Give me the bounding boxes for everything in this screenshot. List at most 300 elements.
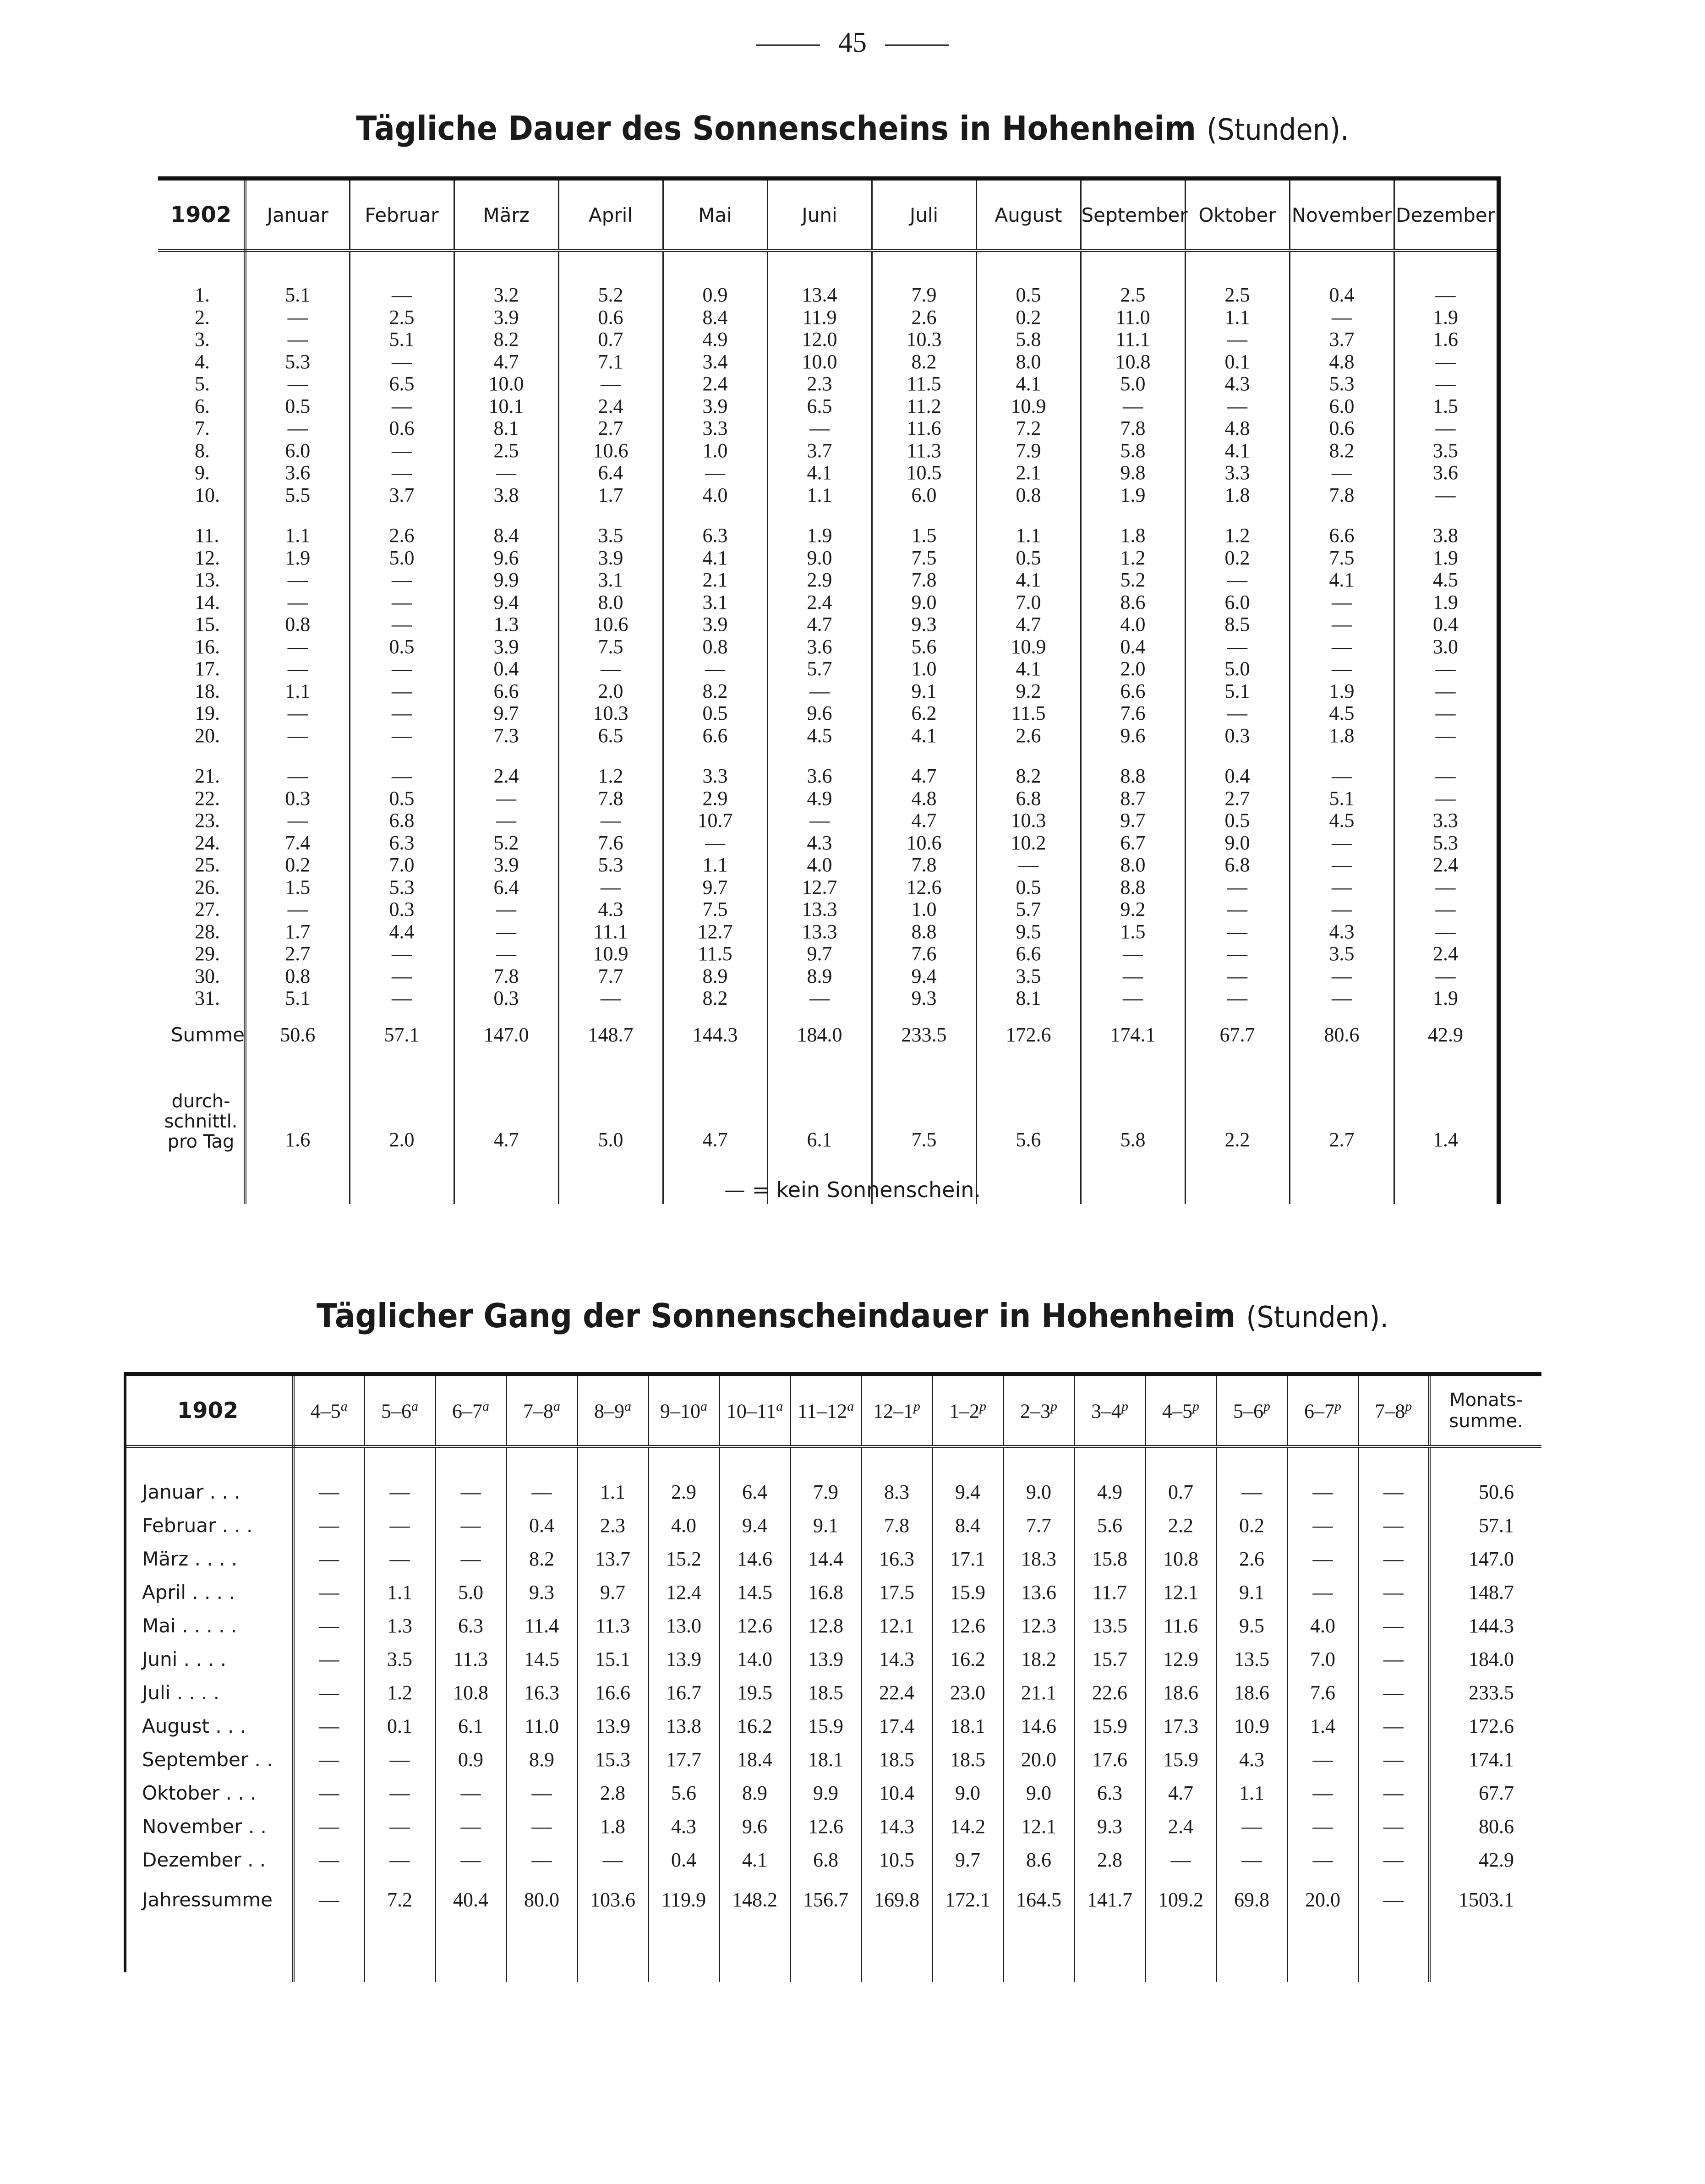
hour-cell: — xyxy=(1358,1542,1429,1576)
sunshine-cell: 12.0 xyxy=(767,328,872,351)
spacer-cell xyxy=(932,1446,1003,1475)
hour-cell: — xyxy=(1358,1709,1429,1743)
sunshine-cell: 4.1 xyxy=(976,373,1081,395)
sunshine-cell: 3.3 xyxy=(663,765,767,788)
hour-range: 11–12 xyxy=(797,1400,847,1423)
sunshine-cell: 3.7 xyxy=(1290,328,1394,351)
year-sum-cell: 40.4 xyxy=(435,1877,506,1922)
spacer-cell xyxy=(663,251,767,284)
hour-cell: — xyxy=(364,1843,435,1877)
sunshine-cell: 9.0 xyxy=(767,547,872,569)
day-row xyxy=(158,788,1498,810)
hour-cell: 2.8 xyxy=(577,1776,648,1810)
spacer-cell xyxy=(861,1922,932,1982)
day-label: 21. xyxy=(158,765,245,788)
hour-cell: 18.2 xyxy=(1003,1642,1074,1676)
sunshine-cell: 8.4 xyxy=(454,525,558,547)
sunshine-cell: 10.1 xyxy=(454,395,558,418)
sunshine-cell: 5.0 xyxy=(1081,373,1185,395)
sunshine-cell: 4.0 xyxy=(767,854,872,876)
hour-cell: 15.9 xyxy=(1074,1709,1145,1743)
spacer-row xyxy=(158,506,1498,525)
hour-cell: 1.1 xyxy=(577,1475,648,1509)
sunshine-cell: 10.0 xyxy=(767,351,872,373)
hour-suffix: a xyxy=(482,1398,489,1414)
sunshine-cell: 10.9 xyxy=(558,943,663,965)
hour-cell: 13.9 xyxy=(648,1642,719,1676)
sunshine-cell: 9.9 xyxy=(454,569,558,591)
hour-cell: — xyxy=(435,1776,506,1810)
sunshine-cell: — xyxy=(1185,965,1290,988)
year-sum-cell: 20.0 xyxy=(1287,1877,1358,1922)
sunshine-cell: 9.7 xyxy=(663,876,767,899)
sunshine-cell: — xyxy=(1290,987,1394,1010)
hour-cell: — xyxy=(364,1810,435,1843)
sum-cell: 148.7 xyxy=(558,1010,663,1060)
sunshine-cell: 6.7 xyxy=(1081,832,1185,854)
hour-cell: 15.2 xyxy=(648,1542,719,1576)
sunshine-cell: 1.8 xyxy=(1081,525,1185,547)
hour-cell: — xyxy=(1358,1576,1429,1609)
day-row xyxy=(158,373,1498,395)
sunshine-cell: 3.9 xyxy=(663,613,767,636)
sunshine-cell: 1.8 xyxy=(1290,725,1394,747)
spacer-cell xyxy=(1074,1446,1145,1475)
sunshine-cell: 10.6 xyxy=(872,832,976,854)
spacer-cell xyxy=(1185,747,1290,765)
hour-cell: 13.8 xyxy=(648,1709,719,1743)
sunshine-cell: 2.4 xyxy=(454,765,558,788)
sunshine-cell: — xyxy=(1185,876,1290,899)
sunshine-cell: — xyxy=(558,810,663,832)
sunshine-cell: 3.5 xyxy=(1290,943,1394,965)
monthly-total-cell: 144.3 xyxy=(1429,1609,1541,1642)
sunshine-cell: 3.9 xyxy=(558,547,663,569)
sunshine-cell: — xyxy=(350,351,454,373)
sunshine-cell: 4.1 xyxy=(1185,440,1290,462)
sunshine-cell: — xyxy=(350,725,454,747)
day-label: 23. xyxy=(158,810,245,832)
sunshine-cell: 4.7 xyxy=(454,351,558,373)
sunshine-cell: 11.5 xyxy=(663,943,767,965)
hour-cell: 20.0 xyxy=(1003,1743,1074,1776)
sunshine-cell: 1.1 xyxy=(245,525,350,547)
year-sum-cell: 148.2 xyxy=(719,1877,790,1922)
sunshine-cell: 3.7 xyxy=(350,484,454,507)
sunshine-cell: 9.6 xyxy=(1081,725,1185,747)
sunshine-cell: 6.3 xyxy=(663,525,767,547)
sunshine-cell: 11.9 xyxy=(767,307,872,329)
hour-cell: — xyxy=(506,1810,577,1843)
hour-cell: 3.5 xyxy=(364,1642,435,1676)
day-row xyxy=(158,307,1498,329)
year-sum-cell: — xyxy=(293,1877,364,1922)
sunshine-cell: 4.5 xyxy=(1394,569,1498,591)
spacer-cell xyxy=(454,506,558,525)
spacer-cell xyxy=(1081,747,1185,765)
sunshine-cell: — xyxy=(1394,658,1498,680)
spacer-cell xyxy=(790,1922,861,1982)
sunshine-cell: 4.7 xyxy=(872,810,976,832)
month-label: Dezember . . xyxy=(124,1843,293,1877)
sunshine-cell: — xyxy=(1290,898,1394,921)
spacer-cell xyxy=(1394,251,1498,284)
day-row xyxy=(158,965,1498,988)
sunshine-cell: — xyxy=(1394,702,1498,725)
hour-cell: 4.0 xyxy=(648,1509,719,1542)
day-row xyxy=(158,284,1498,307)
sunshine-cell: — xyxy=(1081,395,1185,418)
hour-cell: — xyxy=(293,1776,364,1810)
hour-cell: 18.5 xyxy=(932,1743,1003,1776)
sunshine-cell: 4.7 xyxy=(976,613,1081,636)
hour-range: 2–3 xyxy=(1020,1400,1050,1423)
hour-cell: 17.5 xyxy=(861,1576,932,1609)
sunshine-cell: 7.8 xyxy=(1290,484,1394,507)
sunshine-cell: — xyxy=(245,898,350,921)
hour-cell: 2.4 xyxy=(1145,1810,1216,1843)
hour-cell: 1.2 xyxy=(364,1676,435,1709)
spacer-cell xyxy=(558,747,663,765)
average-cell: 1.4 xyxy=(1394,1060,1498,1163)
hour-cell: 7.7 xyxy=(1003,1509,1074,1542)
hour-cell: 2.2 xyxy=(1145,1509,1216,1542)
hour-cell: 0.2 xyxy=(1216,1509,1287,1542)
hour-cell: 14.2 xyxy=(932,1810,1003,1843)
hour-cell: 2.9 xyxy=(648,1475,719,1509)
month-header: Februar xyxy=(350,179,454,251)
average-label-line: schnittl. xyxy=(164,1111,238,1132)
sunshine-cell: 2.0 xyxy=(558,680,663,703)
sunshine-cell: 10.9 xyxy=(976,636,1081,658)
hour-cell: 4.9 xyxy=(1074,1475,1145,1509)
day-label: 16. xyxy=(158,636,245,658)
sunshine-cell: 7.5 xyxy=(1290,547,1394,569)
day-label: 8. xyxy=(158,440,245,462)
sunshine-cell: 10.6 xyxy=(558,613,663,636)
sunshine-cell: — xyxy=(350,591,454,614)
sunshine-cell: — xyxy=(1394,484,1498,507)
hour-cell: 18.5 xyxy=(790,1676,861,1709)
sunshine-cell: 8.6 xyxy=(1081,591,1185,614)
year-sum-cell: 80.0 xyxy=(506,1877,577,1922)
hour-cell: 12.6 xyxy=(790,1810,861,1843)
sunshine-cell: — xyxy=(245,636,350,658)
sunshine-cell: 4.5 xyxy=(767,725,872,747)
sunshine-cell: — xyxy=(454,921,558,943)
monthly-total-cell: 50.6 xyxy=(1429,1475,1541,1509)
hour-header xyxy=(1287,1374,1358,1447)
spacer-cell xyxy=(861,1446,932,1475)
hour-cell: — xyxy=(293,1542,364,1576)
spacer-cell xyxy=(435,1922,506,1982)
hour-cell: — xyxy=(1358,1475,1429,1509)
sunshine-cell: 8.2 xyxy=(663,680,767,703)
day-label: 6. xyxy=(158,395,245,418)
hour-cell: 17.3 xyxy=(1145,1709,1216,1743)
monthly-total-cell: 148.7 xyxy=(1429,1576,1541,1609)
month-row xyxy=(124,1475,1541,1509)
sunshine-cell: 0.4 xyxy=(1185,765,1290,788)
sunshine-cell: 8.4 xyxy=(663,307,767,329)
day-row xyxy=(158,702,1498,725)
hour-header xyxy=(1074,1374,1145,1447)
hour-range: 12–1 xyxy=(873,1400,913,1423)
spacer-cell xyxy=(767,747,872,765)
hour-cell: 1.8 xyxy=(577,1810,648,1843)
sunshine-cell: — xyxy=(976,854,1081,876)
sunshine-cell: 7.8 xyxy=(872,854,976,876)
table2-body xyxy=(124,1446,1541,1982)
sunshine-cell: 5.7 xyxy=(976,898,1081,921)
sunshine-cell: — xyxy=(663,658,767,680)
sunshine-cell: — xyxy=(1290,307,1394,329)
sunshine-cell: 10.3 xyxy=(872,328,976,351)
hour-cell: 12.1 xyxy=(1145,1576,1216,1609)
hour-header xyxy=(506,1374,577,1447)
year-sum-cell: 119.9 xyxy=(648,1877,719,1922)
spacer-cell xyxy=(293,1446,364,1475)
sunshine-cell: 1.1 xyxy=(663,854,767,876)
sunshine-cell: 0.5 xyxy=(1185,810,1290,832)
hour-suffix: a xyxy=(553,1398,560,1414)
hour-cell: 14.5 xyxy=(719,1576,790,1609)
sunshine-cell: — xyxy=(1290,636,1394,658)
month-label: Mai . . . . . xyxy=(124,1609,293,1642)
day-row xyxy=(158,351,1498,373)
hour-cell: 15.3 xyxy=(577,1743,648,1776)
spacer-cell xyxy=(350,506,454,525)
spacer-cell xyxy=(1358,1922,1429,1982)
hour-cell: — xyxy=(506,1843,577,1877)
day-row xyxy=(158,591,1498,614)
monthly-total-cell: 172.6 xyxy=(1429,1709,1541,1743)
sunshine-cell: 5.2 xyxy=(1081,569,1185,591)
sunshine-cell: 4.5 xyxy=(1290,702,1394,725)
sunshine-cell: 7.6 xyxy=(872,943,976,965)
sunshine-cell: 1.9 xyxy=(1394,307,1498,329)
hour-cell: 15.9 xyxy=(1145,1743,1216,1776)
sunshine-cell: 4.1 xyxy=(663,547,767,569)
day-row xyxy=(158,765,1498,788)
sunshine-cell: 1.2 xyxy=(1081,547,1185,569)
spacer-cell xyxy=(293,1922,364,1982)
spacer-cell xyxy=(124,1446,293,1475)
hour-cell: 4.0 xyxy=(1287,1609,1358,1642)
average-label-line: pro Tag xyxy=(167,1131,235,1152)
sunshine-cell: 3.3 xyxy=(663,417,767,440)
sunshine-cell: 9.7 xyxy=(1081,810,1185,832)
day-row xyxy=(158,484,1498,507)
hour-cell: 14.3 xyxy=(861,1642,932,1676)
hour-header xyxy=(435,1374,506,1447)
month-row xyxy=(124,1676,1541,1709)
sunshine-cell: 5.1 xyxy=(350,328,454,351)
sunshine-cell: 0.8 xyxy=(663,636,767,658)
sunshine-cell: 4.4 xyxy=(350,921,454,943)
hour-header xyxy=(719,1374,790,1447)
sunshine-cell: — xyxy=(245,373,350,395)
day-label: 26. xyxy=(158,876,245,899)
sunshine-cell: 1.6 xyxy=(1394,328,1498,351)
sunshine-cell: — xyxy=(1185,921,1290,943)
average-cell: 2.2 xyxy=(1185,1060,1290,1163)
monthly-total-cell: 57.1 xyxy=(1429,1509,1541,1542)
sunshine-cell: 7.5 xyxy=(872,547,976,569)
hour-cell: 13.9 xyxy=(577,1709,648,1743)
hour-cell: 14.3 xyxy=(861,1810,932,1843)
month-label: September . . xyxy=(124,1743,293,1776)
hour-cell: 14.6 xyxy=(719,1542,790,1576)
sunshine-cell: — xyxy=(1290,613,1394,636)
hour-cell: — xyxy=(1358,1509,1429,1542)
sunshine-cell: — xyxy=(663,462,767,484)
spacer-cell xyxy=(245,251,350,284)
sunshine-cell: 0.4 xyxy=(1290,284,1394,307)
sunshine-cell: 10.6 xyxy=(558,440,663,462)
average-cell: 5.6 xyxy=(976,1060,1081,1163)
sunshine-cell: 3.9 xyxy=(454,307,558,329)
spacer-cell xyxy=(435,1446,506,1475)
average-row xyxy=(158,1060,1498,1163)
hour-cell: 1.3 xyxy=(364,1609,435,1642)
sunshine-cell: 11.5 xyxy=(976,702,1081,725)
sunshine-cell: 1.2 xyxy=(558,765,663,788)
hour-range: 5–6 xyxy=(1233,1400,1263,1423)
hour-cell: 11.3 xyxy=(435,1642,506,1676)
day-label: 4. xyxy=(158,351,245,373)
sunshine-cell: 6.5 xyxy=(767,395,872,418)
sunshine-cell: 2.1 xyxy=(663,569,767,591)
sunshine-cell: 0.5 xyxy=(976,284,1081,307)
sunshine-cell: 2.5 xyxy=(350,307,454,329)
month-header: März xyxy=(454,179,558,251)
sunshine-cell: 5.3 xyxy=(1394,832,1498,854)
sunshine-cell: 10.7 xyxy=(663,810,767,832)
hour-cell: 11.7 xyxy=(1074,1576,1145,1609)
spacer-cell xyxy=(506,1446,577,1475)
sunshine-cell: — xyxy=(1290,462,1394,484)
hour-cell: 10.4 xyxy=(861,1776,932,1810)
year-sum-cell: 164.5 xyxy=(1003,1877,1074,1922)
hour-range: 10–11 xyxy=(726,1400,776,1423)
sunshine-cell: 3.1 xyxy=(558,569,663,591)
month-label: Februar . . . xyxy=(124,1509,293,1542)
day-row xyxy=(158,725,1498,747)
sunshine-cell: 0.9 xyxy=(663,284,767,307)
hour-cell: 15.9 xyxy=(790,1709,861,1743)
year-sum-cell: 109.2 xyxy=(1145,1877,1216,1922)
sunshine-cell: — xyxy=(1185,636,1290,658)
average-cell: 4.7 xyxy=(454,1060,558,1163)
month-label: April . . . . xyxy=(124,1576,293,1609)
sunshine-cell: 2.6 xyxy=(872,307,976,329)
sunshine-cell: — xyxy=(558,876,663,899)
hour-cell: 12.9 xyxy=(1145,1642,1216,1676)
sunshine-cell: 3.1 xyxy=(663,591,767,614)
hour-cell: 1.1 xyxy=(1216,1776,1287,1810)
spacer-cell xyxy=(124,1922,293,1982)
hour-cell: 16.3 xyxy=(861,1542,932,1576)
day-label: 7. xyxy=(158,417,245,440)
monthly-total-cell: 233.5 xyxy=(1429,1676,1541,1709)
sunshine-cell: 4.0 xyxy=(1081,613,1185,636)
sunshine-cell: — xyxy=(1185,395,1290,418)
day-row xyxy=(158,440,1498,462)
sunshine-cell: 4.7 xyxy=(872,765,976,788)
hour-cell: 12.1 xyxy=(861,1609,932,1642)
spacer-cell xyxy=(1429,1446,1541,1475)
sunshine-cell: 2.6 xyxy=(976,725,1081,747)
sum-cell: 50.6 xyxy=(245,1010,350,1060)
month-row xyxy=(124,1609,1541,1642)
day-label: 10. xyxy=(158,484,245,507)
spacer-cell xyxy=(1216,1922,1287,1982)
sunshine-cell: 6.5 xyxy=(350,373,454,395)
sunshine-cell: 3.6 xyxy=(767,765,872,788)
sunshine-cell: 3.5 xyxy=(1394,440,1498,462)
sunshine-cell: 4.5 xyxy=(1290,810,1394,832)
hour-cell: 13.5 xyxy=(1216,1642,1287,1676)
sunshine-cell: 7.1 xyxy=(558,351,663,373)
spacer-cell xyxy=(1287,1922,1358,1982)
hour-suffix: p xyxy=(1334,1398,1341,1414)
sunshine-cell: 9.0 xyxy=(872,591,976,614)
hour-cell: 9.0 xyxy=(932,1776,1003,1810)
hour-suffix: a xyxy=(411,1398,418,1414)
hour-cell: — xyxy=(293,1743,364,1776)
hour-cell: 8.2 xyxy=(506,1542,577,1576)
hour-cell: — xyxy=(506,1475,577,1509)
sunshine-cell: 0.4 xyxy=(1081,636,1185,658)
sum-cell: 80.6 xyxy=(1290,1010,1394,1060)
year-sum-row xyxy=(124,1877,1541,1922)
hour-cell: — xyxy=(364,1509,435,1542)
sunshine-cell: — xyxy=(663,832,767,854)
month-header: Juni xyxy=(767,179,872,251)
day-row xyxy=(158,658,1498,680)
hour-cell: 18.1 xyxy=(790,1743,861,1776)
monthly-total-cell: 147.0 xyxy=(1429,1542,1541,1576)
hour-cell: — xyxy=(293,1843,364,1877)
sunshine-cell: 12.6 xyxy=(872,876,976,899)
day-label: 17. xyxy=(158,658,245,680)
sunshine-cell: — xyxy=(245,328,350,351)
sunshine-cell: 2.5 xyxy=(454,440,558,462)
sunshine-cell: — xyxy=(1081,965,1185,988)
sunshine-cell: 3.3 xyxy=(1394,810,1498,832)
hourly-sunshine-table xyxy=(124,1372,1541,1982)
month-header: November xyxy=(1290,179,1394,251)
sunshine-cell: 8.1 xyxy=(454,417,558,440)
sunshine-cell: — xyxy=(1290,591,1394,614)
sunshine-cell: 10.3 xyxy=(976,810,1081,832)
average-cell: 5.8 xyxy=(1081,1060,1185,1163)
sunshine-cell: 5.3 xyxy=(245,351,350,373)
month-row xyxy=(124,1743,1541,1776)
hour-cell: — xyxy=(506,1776,577,1810)
sum-cell: 144.3 xyxy=(663,1010,767,1060)
hour-cell: 18.1 xyxy=(932,1709,1003,1743)
sunshine-cell: — xyxy=(350,765,454,788)
day-label: 1. xyxy=(158,284,245,307)
hour-cell: — xyxy=(577,1843,648,1877)
sunshine-cell: 9.3 xyxy=(872,987,976,1010)
sunshine-cell: — xyxy=(1290,965,1394,988)
sunshine-cell: — xyxy=(1394,725,1498,747)
sunshine-cell: 7.0 xyxy=(350,854,454,876)
hour-header xyxy=(364,1374,435,1447)
